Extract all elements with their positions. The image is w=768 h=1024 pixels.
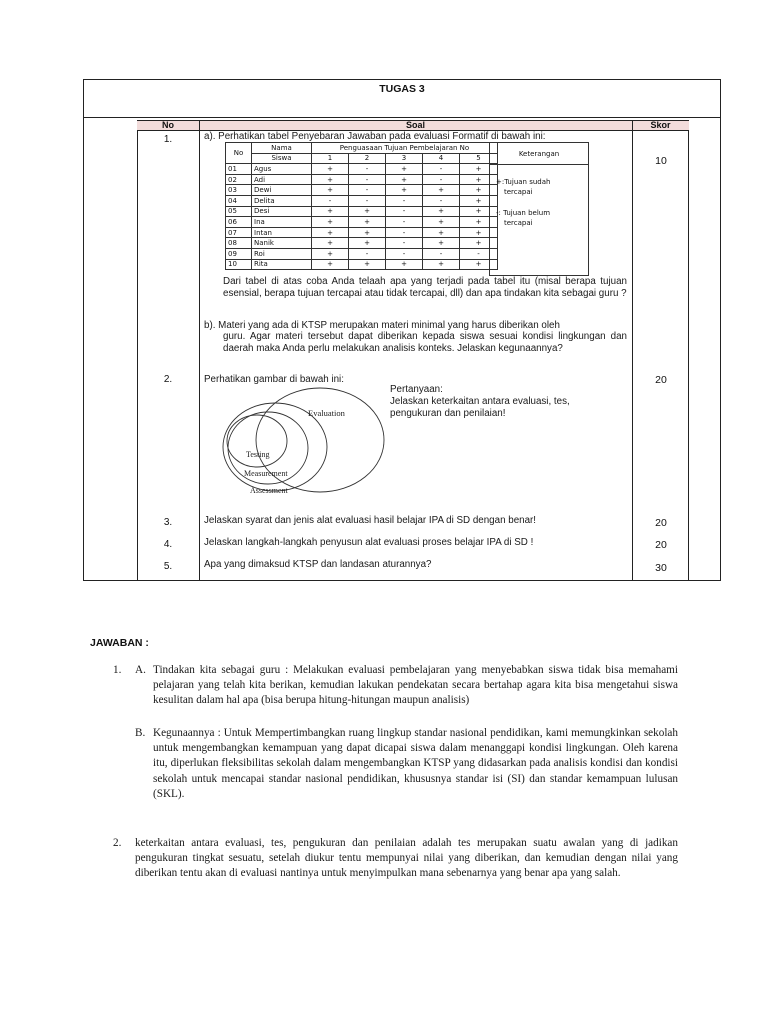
- mastery-cell: +: [423, 185, 460, 196]
- inner-subheader: 5: [460, 153, 498, 164]
- answer-1a-label: A.: [135, 664, 146, 676]
- question-score: 10: [655, 155, 667, 167]
- answers-heading: JAWABAN :: [90, 637, 149, 649]
- student-row: [226, 195, 498, 206]
- question-number: 1.: [163, 134, 173, 145]
- answer-1a-body: Tindakan kita sebagai guru : Melakukan evaluasi pembelajaran yang menyebabkan siswa tidak bisa memahami pelajaran yang telah kita berikan, kemudian lakukan pendekatan secara bertahap agara kita bisa mengetahui siswa kesulitan dalam hal apa (bisa berupa hitung-hitungan maupun analisis): [153, 664, 678, 707]
- student-name: Dewi: [252, 185, 312, 196]
- mastery-cell: -: [312, 195, 349, 206]
- student-row: [226, 164, 498, 175]
- mastery-cell: +: [349, 217, 386, 228]
- mastery-cell: +: [312, 206, 349, 217]
- mastery-cell: +: [460, 195, 498, 206]
- mastery-cell: +: [349, 206, 386, 217]
- student-name: Roi: [252, 248, 312, 259]
- student-name: Ina: [252, 217, 312, 228]
- legend-minus: [496, 208, 550, 228]
- question-1a-text: Dari tabel di atas coba Anda telaah apa yang terjadi pada tabel itu (misal berapa tujuan esensial, berapa tujuan tercapai atau tidak tercapai, dll) dan apa tindakan kita sebagai guru ?: [223, 276, 627, 299]
- question-number: 5.: [163, 561, 173, 572]
- assessment-label: Assessment: [250, 486, 288, 495]
- column-divider: [199, 120, 200, 580]
- student-name: Delita: [252, 195, 312, 206]
- question-score: 20: [655, 374, 667, 386]
- mastery-cell: +: [460, 238, 498, 249]
- student-row: [226, 185, 498, 196]
- keterangan-column: [489, 142, 589, 276]
- student-name: Rita: [252, 259, 312, 270]
- mastery-cell: +: [460, 227, 498, 238]
- mastery-cell: +: [386, 164, 423, 175]
- student-row: [226, 238, 498, 249]
- answer-1a-text: [153, 663, 678, 709]
- mastery-cell: +: [312, 227, 349, 238]
- mastery-cell: +: [460, 185, 498, 196]
- mastery-cell: -: [423, 174, 460, 185]
- question-number: 3.: [163, 517, 173, 528]
- mastery-cell: +: [349, 227, 386, 238]
- mastery-cell: +: [312, 217, 349, 228]
- mastery-cell: +: [312, 185, 349, 196]
- student-name: Intan: [252, 227, 312, 238]
- mastery-cell: -: [386, 195, 423, 206]
- mastery-cell: -: [349, 195, 386, 206]
- mastery-cell: -: [423, 164, 460, 175]
- mastery-cell: +: [460, 174, 498, 185]
- answer-1b-label: B.: [135, 727, 146, 739]
- mastery-cell: -: [423, 248, 460, 259]
- inner-header-siswa: Siswa: [252, 153, 312, 164]
- question-2-text: Perhatikan gambar di bawah ini:: [204, 374, 344, 385]
- question-score: 20: [655, 517, 667, 529]
- student-row: [226, 248, 498, 259]
- mastery-cell: +: [349, 259, 386, 270]
- mastery-cell: -: [349, 248, 386, 259]
- question-4-text: Jelaskan langkah-langkah penyusun alat evaluasi proses belajar IPA di SD !: [204, 537, 534, 548]
- student-no: 04: [226, 195, 252, 206]
- inner-header-no: No: [226, 143, 252, 164]
- mastery-cell: -: [386, 248, 423, 259]
- mastery-cell: +: [460, 217, 498, 228]
- mastery-cell: +: [312, 174, 349, 185]
- mastery-cell: +: [386, 185, 423, 196]
- question-score: 20: [655, 539, 667, 551]
- testing-ellipse: [227, 415, 287, 467]
- header-soal: Soal: [405, 120, 425, 130]
- student-no: 02: [226, 174, 252, 185]
- student-row: [226, 259, 498, 270]
- column-divider: [632, 120, 633, 580]
- title-divider: [84, 117, 720, 118]
- student-name: Desi: [252, 206, 312, 217]
- student-name: Agus: [252, 164, 312, 175]
- header-no: No: [162, 120, 174, 130]
- student-name: Adi: [252, 174, 312, 185]
- mastery-cell: -: [386, 227, 423, 238]
- header-skor: Skor: [650, 120, 671, 130]
- evaluation-label: Evaluation: [308, 408, 345, 418]
- mastery-cell: -: [349, 185, 386, 196]
- evaluation-venn-diagram: [210, 385, 385, 500]
- answer-distribution-table: [225, 142, 498, 270]
- mastery-cell: -: [349, 174, 386, 185]
- mastery-cell: +: [423, 227, 460, 238]
- student-row: [226, 206, 498, 217]
- question-1b-text: guru. Agar materi tersebut dapat diberikan kepada siswa sesuai kondisi lingkungan dan daerah maka Anda perlu melakukan analisis konteks. Jelaskan kegunaannya?: [223, 331, 627, 354]
- student-row: [226, 227, 498, 238]
- measurement-label: Measurement: [244, 469, 288, 478]
- mastery-cell: +: [423, 217, 460, 228]
- student-no: 06: [226, 217, 252, 228]
- legend-minus-line2: tercapai: [504, 219, 533, 227]
- page-title: TUGAS 3: [379, 83, 425, 95]
- mastery-cell: -: [423, 195, 460, 206]
- student-row: [226, 217, 498, 228]
- mastery-cell: +: [386, 259, 423, 270]
- answer-2-number: 2.: [113, 837, 122, 849]
- student-no: 07: [226, 227, 252, 238]
- inner-header-keterangan: Keterangan: [490, 143, 588, 165]
- question-number: 2.: [163, 374, 173, 385]
- mastery-cell: +: [312, 164, 349, 175]
- mastery-cell: +: [349, 238, 386, 249]
- mastery-cell: -: [386, 206, 423, 217]
- question-3-text: Jelaskan syarat dan jenis alat evaluasi hasil belajar IPA di SD dengan benar!: [204, 515, 537, 526]
- inner-subheader: 2: [349, 153, 386, 164]
- mastery-cell: +: [423, 259, 460, 270]
- legend-plus-line2: tercapai: [504, 188, 533, 196]
- legend-minus-line1: -: Tujuan belum: [496, 209, 551, 217]
- student-row: [226, 174, 498, 185]
- testing-label: Testing: [246, 450, 270, 459]
- mastery-cell: -: [460, 248, 498, 259]
- question-1a-intro: a). Perhatikan tabel Penyebaran Jawaban pada evaluasi Formatif di bawah ini:: [204, 131, 546, 142]
- legend-plus: [496, 177, 550, 197]
- inner-header-group: Penguasaan Tujuan Pembelajaran No: [312, 143, 498, 154]
- question-5-text: Apa yang dimaksud KTSP dan landasan aturannya?: [204, 559, 432, 570]
- mastery-cell: +: [312, 248, 349, 259]
- inner-header-nama: Nama: [252, 143, 312, 154]
- mastery-cell: +: [460, 164, 498, 175]
- mastery-cell: +: [386, 174, 423, 185]
- mastery-cell: +: [312, 238, 349, 249]
- mastery-cell: -: [386, 217, 423, 228]
- mastery-cell: -: [386, 238, 423, 249]
- student-no: 03: [226, 185, 252, 196]
- answer-1-number: 1.: [113, 664, 122, 676]
- mastery-cell: +: [423, 206, 460, 217]
- legend-plus-line1: +:Tujuan sudah: [496, 178, 551, 186]
- question-number: 4.: [163, 539, 173, 550]
- inner-subheader: 1: [312, 153, 349, 164]
- answer-2-text: keterkaitan antara evaluasi, tes, pengukuran dan penilaian adalah tes merupakan suatu awalan yang di jadikan pengukuran tingkat sesuatu, setelah diukur tentu mempunyai nilai yang diberikan, dan kemudian dengan nilai yang diberikan tentu akan di evaluasi nantinya untuk menyimpulkan mana sebenarnya yang benar apa yang salah.: [135, 837, 678, 880]
- question-2-pertanyaan: Jelaskan keterkaitan antara evaluasi, tes, pengukuran dan penilaian!: [390, 396, 570, 419]
- mastery-cell: +: [460, 206, 498, 217]
- mastery-cell: -: [349, 164, 386, 175]
- student-no: 01: [226, 164, 252, 175]
- question-2-pertanyaan-label: Pertanyaan:: [390, 384, 443, 395]
- student-no: 10: [226, 259, 252, 270]
- student-no: 05: [226, 206, 252, 217]
- student-name: Nanik: [252, 238, 312, 249]
- mastery-cell: +: [460, 259, 498, 270]
- question-1b-lead: b). Materi yang ada di KTSP merupakan materi minimal yang harus diberikan oleh: [204, 320, 560, 331]
- mastery-cell: +: [423, 238, 460, 249]
- inner-subheader: 3: [386, 153, 423, 164]
- mastery-cell: +: [312, 259, 349, 270]
- answer-1b-text: Kegunaannya : Untuk Mempertimbangkan ruang lingkup standar nasional pendidikan, kami memungkinkan sekolah untuk mengembangkan kemampuan yang dapat dicapai siswa dalam menanggapi kondisi lingkungan. Oleh karena itu, diperlukan fleksibilitas sekolah dalam mengembangkan KTSP yang didasarkan pada analisis kondisi dan kondisi sekolah untuk mencapai standar nasional pendidikan, khususnya standar isi (SI) dan standar kemampuan lulusan (SKL).: [153, 727, 678, 800]
- inner-subheader: 4: [423, 153, 460, 164]
- student-no: 08: [226, 238, 252, 249]
- student-no: 09: [226, 248, 252, 259]
- question-score: 30: [655, 562, 667, 574]
